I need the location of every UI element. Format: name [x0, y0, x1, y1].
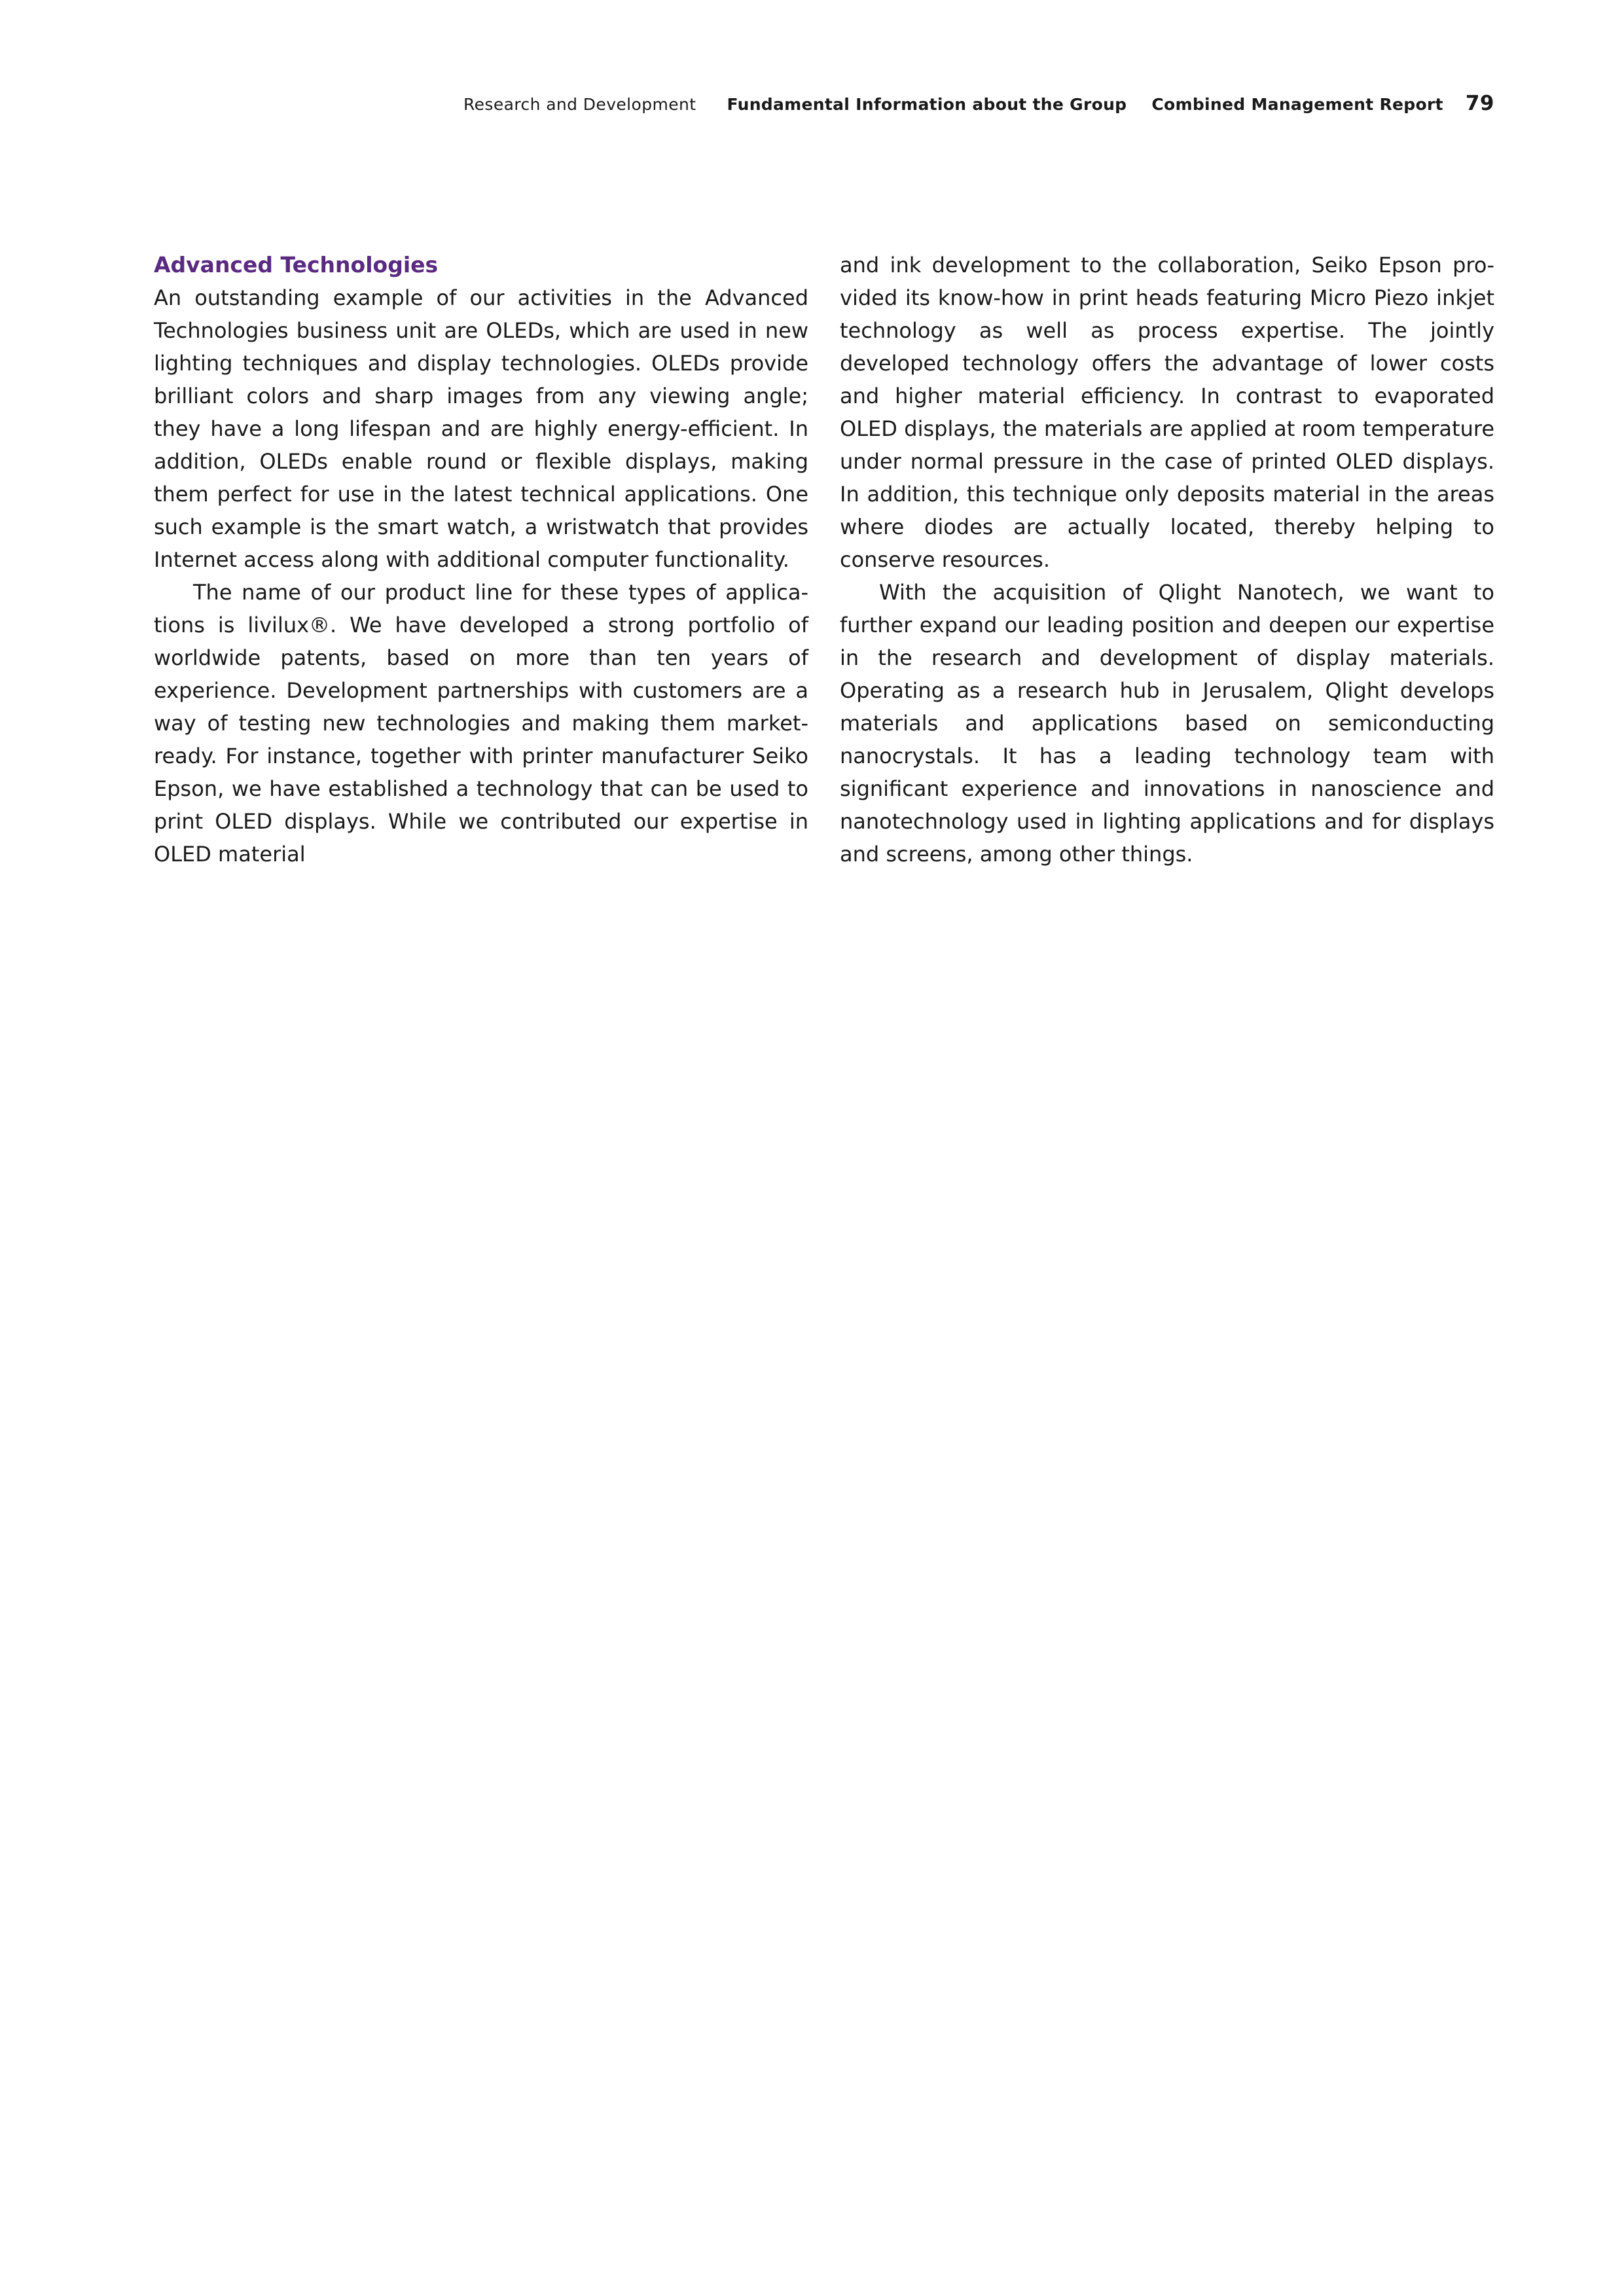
- running-header: [463, 93, 1494, 115]
- page-number: 79: [1465, 92, 1494, 115]
- section-heading: Advanced Technologies: [154, 252, 439, 278]
- paragraph-epson-collaboration: and ink development to the collaboration, Seiko Epson provided its know-how in print heads featuring Micro Piezo inkjet technology as well as process expertise. The jointly developed technology offers the advantage of lower costs and higher material efficiency. In contrast to evaporated OLED displays, the materials are applied at room temperature under normal pressure in the case of printed OLED displays. In addition, this technique only deposits material in the areas where diodes are actually located, thereby helping to conserve resources.: [840, 253, 1494, 572]
- header-report-title: Combined Management Report: [1151, 95, 1443, 114]
- article-body: [154, 249, 1494, 870]
- paragraph-livilux: The name of our product line for these types of applications is livilux®. We have developed a strong portfolio of worldwide patents, based on more than ten years of experience. Development partnerships with customers are a way of testing new technologies and making them market-ready. For instance, together with printer manufacturer Seiko Epson, we have established a technology that can be used to print OLED displays. While we contributed our expertise in OLED material: [154, 580, 808, 867]
- paragraph-oleds-intro: An outstanding example of our activities in the Advanced Technologies business unit are OLEDs, which are used in new lighting techniques and display technologies. OLEDs provide brilliant colors and sharp images from any viewing angle; they have a long lifespan and are highly energy-efficient. In addition, OLEDs enable round or flexible displays, making them perfect for use in the latest technical applications. One such example is the smart watch, a wristwatch that provides Internet access along with additional computer functionality.: [154, 285, 808, 572]
- right-column: [840, 249, 1494, 870]
- header-section-title: Research and Development: [463, 95, 696, 114]
- left-column: [154, 249, 808, 870]
- paragraph-qlight-acquisition: With the acquisition of Qlight Nanotech, we want to further expand our leading position and deepen our expertise in the research and development of display materials. Operating as a research hub in Jerusalem, Qlight develops materials and applications based on semiconducting nanocrystals. It has a leading technology team with significant experience and innovations in nanoscience and nanotechnology used in lighting applications and for displays and screens, among other things.: [840, 580, 1494, 867]
- header-subsection-title: Fundamental Information about the Group: [727, 95, 1127, 114]
